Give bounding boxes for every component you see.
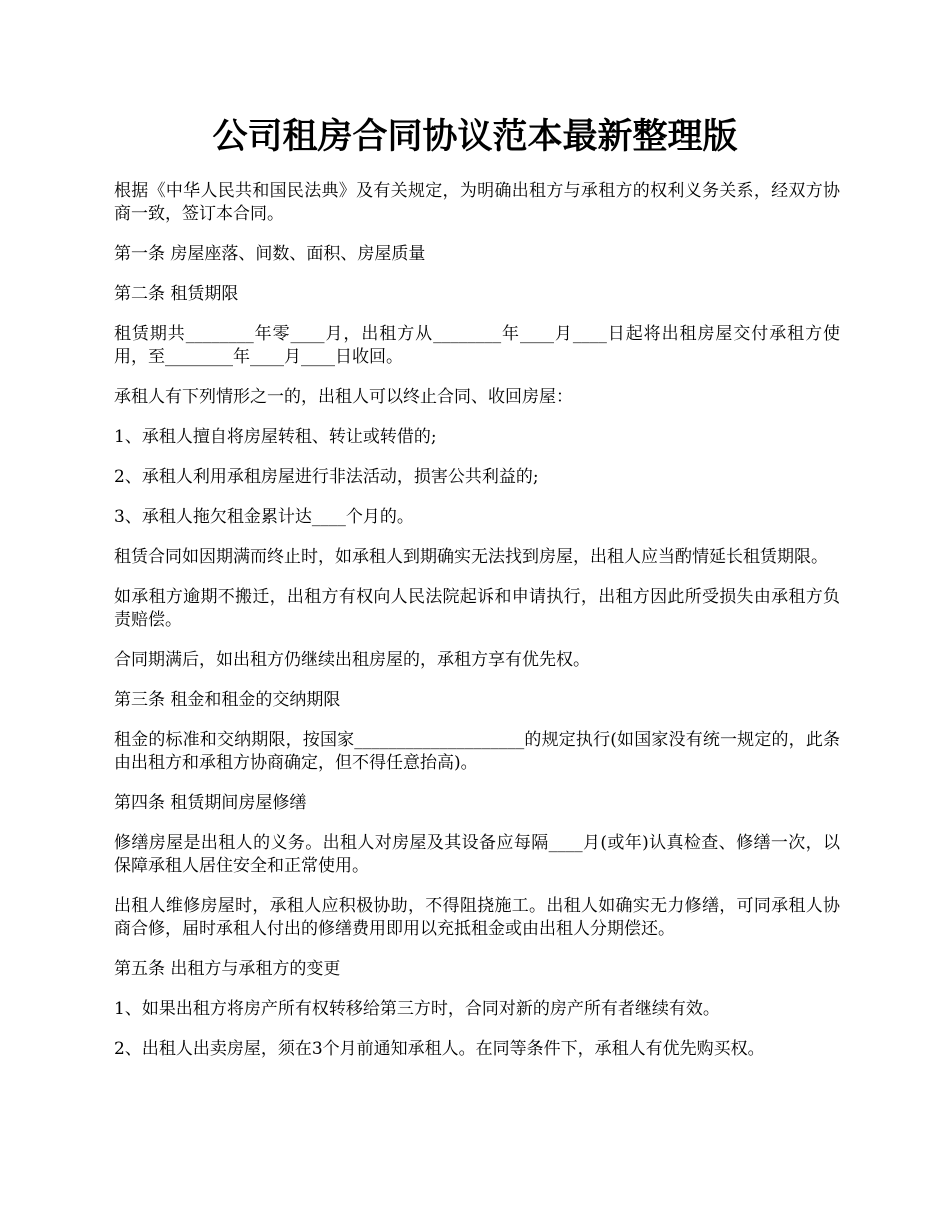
intro-paragraph: 根据《中华人民共和国民法典》及有关规定，为明确出租方与承租方的权利义务关系，经双方协商一致，签订本合同。 [114, 181, 840, 224]
priority-right-paragraph: 合同期满后，如出租方仍继续出租房屋的，承租方享有优先权。 [114, 650, 590, 670]
change-clause-1: 1、如果出租方将房产所有权转移给第三方时，合同对新的房产所有者继续有效。 [114, 999, 720, 1019]
document-title: 公司租房合同协议范本最新整理版 [212, 116, 738, 157]
document-body [114, 180, 840, 1078]
article-4-heading: 第四条 租赁期间房屋修缮 [114, 793, 307, 813]
change-clause-2: 2、出租人出卖房屋，须在3个月前通知承租人。在同等条件下，承租人有优先购买权。 [114, 1039, 765, 1059]
rent-standard-paragraph: 租金的标准和交纳期限，按国家____________________的规定执行(如国家没有统一规定的，此条由出租方和承租方协商确定，但不得任意抬高)。 [114, 730, 840, 773]
overdue-vacating-paragraph: 如承租方逾期不搬迁，出租方有权向人民法院起诉和申请执行，出租方因此所受损失由承租方负责赔偿。 [114, 587, 840, 630]
termination-condition-2: 2、承租人利用承租房屋进行非法活动，损害公共利益的; [114, 467, 539, 487]
article-3-heading: 第三条 租金和租金的交纳期限 [114, 690, 341, 710]
article-1-heading: 第一条 房屋座落、间数、面积、房屋质量 [114, 244, 426, 264]
repair-obligation-paragraph: 修缮房屋是出租人的义务。出租人对房屋及其设备应每隔____月(或年)认真检查、修缮一次，以保障承租人居住安全和正常使用。 [114, 833, 840, 876]
termination-conditions-paragraph: 承租人有下列情形之一的，出租人可以终止合同、收回房屋： [114, 387, 573, 407]
lease-term-paragraph: 租赁期共________年零____月，出租方从________年____月____日起将出租房屋交付承租方使用，至________年____月____日收回。 [114, 324, 840, 367]
termination-condition-3: 3、承租人拖欠租金累计达____个月的。 [114, 507, 414, 527]
repair-cooperation-paragraph: 出租人维修房屋时，承租人应积极协助，不得阻挠施工。出租人如确实无力修缮，可同承租人协商合修，届时承租人付出的修缮费用即用以充抵租金或由出租人分期偿还。 [114, 896, 840, 939]
termination-condition-1: 1、承租人擅自将房屋转租、转让或转借的; [114, 427, 437, 447]
article-5-heading: 第五条 出租方与承租方的变更 [114, 959, 341, 979]
article-2-heading: 第二条 租赁期限 [114, 284, 239, 304]
lease-extension-paragraph: 租赁合同如因期满而终止时，如承租人到期确实无法找到房屋，出租人应当酌情延长租赁期限。 [114, 547, 828, 567]
